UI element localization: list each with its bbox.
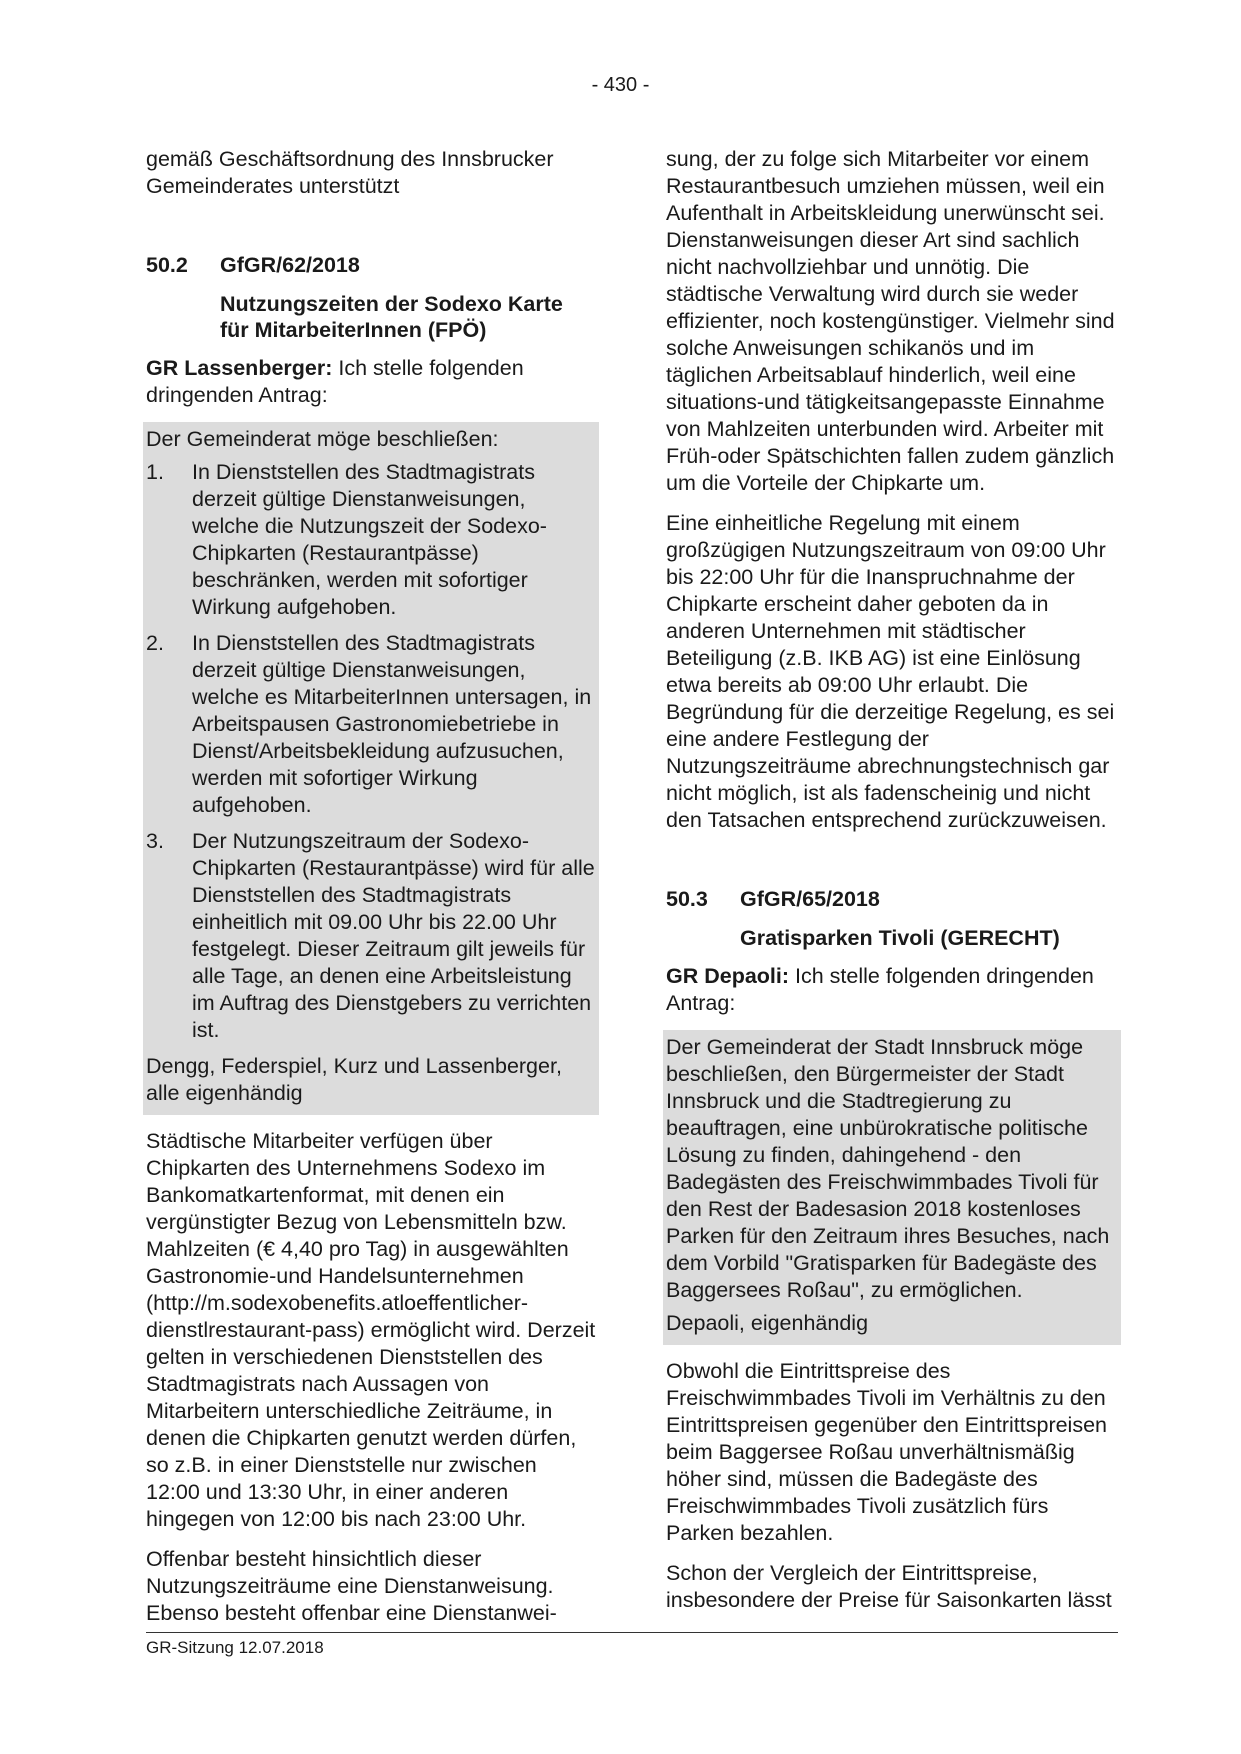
speaker-paragraph: [666, 963, 1118, 1017]
body-paragraph: Obwohl die Eintrittspreise des Freischwimmbades Tivoli im Verhältnis zu den Eintrittspreisen gegenüber den Eintrittspreisen beim Baggersee Roßau unverhältnismäßig höher sind, müssen die Badegäste des Freischwimmbades Tivoli zusätzlich fürs Parken bezahlen.: [666, 1359, 1108, 1545]
motion-intro: Der Gemeinderat möge beschließen:: [146, 427, 499, 451]
body-paragraph: Offenbar besteht hinsichtlich dieser Nutzungszeiträume eine Dienstanweisung. Ebenso besteht offenbar eine Dienstanwei-: [146, 1547, 557, 1625]
body-paragraph: Städtische Mitarbeiter verfügen über Chipkarten des Unternehmens Sodexo im Bankomatkartenformat, mit denen ein vergünstigter Bezug von Lebensmitteln bzw. Mahlzeiten (€ 4,40 pro Tag) in ausgewählten Gastronomie-und Handelsunternehmen (http://m.sodexobenefits.atloeffentlicher-dienstlrestaurant-pass) ermöglicht wird. Derzeit gelten in verschiedenen Dienststellen des Stadtmagistrats nach Aussagen von Mitarbeitern unterschiedliche Zeiträume, in denen die Chipkarten genutzt werden dürfen, so z.B. in einer Dienststelle nur zwischen 12:00 und 13:30 Uhr, in einer anderen hingegen von 12:00 bis nach 23:00 Uhr.: [146, 1129, 596, 1531]
agenda-item-heading: [146, 252, 596, 279]
list-item: [146, 630, 596, 819]
motion-box: [663, 1030, 1121, 1345]
speaker-name: GR Depaoli:: [666, 964, 790, 988]
speaker-name: GR Lassenberger:: [146, 356, 333, 380]
list-text: In Dienststellen des Stadtmagistrats derzeit gültige Dienstanweisungen, welche die Nutzungszeit der Sodexo-Chipkarten (Restaurantpässe) beschränken, werden mit sofortiger Wirkung aufgehoben.: [192, 460, 547, 619]
list-number: 2.: [146, 631, 164, 655]
footer-divider: [146, 1632, 1118, 1633]
list-text: Der Nutzungszeitraum der Sodexo-Chipkarten (Restaurantpässe) wird für alle Dienststellen des Stadtmagistrats einheitlich mit 09.00 Uhr bis 22.00 Uhr festgelegt. Dieser Zeitraum gilt jeweils für alle Tage, an denen eine Arbeitsleistung im Auftrag des Dienstgebers zu verrichten ist.: [192, 829, 595, 1042]
signatories: Dengg, Federspiel, Kurz und Lassenberger, alle eigenhändig: [146, 1054, 562, 1105]
list-item: [146, 828, 596, 1044]
item-title: Nutzungszeiten der Sodexo Karte für MitarbeiterInnen (FPÖ): [220, 292, 563, 342]
footer-text: GR-Sitzung 12.07.2018: [146, 1638, 324, 1657]
list-number: 3.: [146, 829, 164, 853]
speaker-paragraph: [146, 355, 596, 409]
right-column: [666, 146, 1118, 1627]
page-number: - 430 -: [591, 74, 650, 96]
list-item: [146, 459, 596, 621]
speaker-text: Ich stelle folgenden dringenden Antrag:: [666, 964, 1094, 1015]
speaker-text: Ich stelle folgenden dringenden Antrag:: [146, 356, 524, 407]
item-number: 50.3: [666, 887, 708, 911]
item-title: Gratisparken Tivoli (GERECHT): [740, 926, 1060, 950]
body-paragraph: Eine einheitliche Regelung mit einem großzügigen Nutzungszeitraum von 09:00 Uhr bis 22:00 Uhr für die Inanspruchnahme der Chipkarte erscheint daher geboten da in anderen Unternehmen mit städtischer Beteiligung (z.B. IKB AG) ist eine Einlösung etwa bereits ab 09:00 Uhr erlaubt. Die Begründung für die derzeitige Regelung, es sei eine andere Festlegung der Nutzungszeiträume abrechnungstechnisch gar nicht möglich, ist als fadenscheinig und nicht den Tatsachen entsprechend zurückzuweisen.: [666, 511, 1115, 832]
item-code: GfGR/65/2018: [740, 887, 880, 911]
item-code: GfGR/62/2018: [220, 253, 360, 277]
list-number: 1.: [146, 460, 164, 484]
signatories: Depaoli, eigenhändig: [666, 1311, 869, 1335]
agenda-item-heading: [666, 886, 1118, 913]
body-paragraph: Schon der Vergleich der Eintrittspreise, insbesondere der Preise für Saisonkarten lässt: [666, 1561, 1112, 1612]
motion-list: [146, 459, 596, 1044]
left-column: [146, 146, 596, 1640]
intro-paragraph: gemäß Geschäftsordnung des Innsbrucker Gemeinderates unterstützt: [146, 147, 554, 198]
motion-box: [143, 422, 599, 1115]
list-text: In Dienststellen des Stadtmagistrats derzeit gültige Dienstanweisungen, welche es MitarbeiterInnen untersagen, in Arbeitspausen Gastronomiebetriebe in Dienst/Arbeitsbekleidung aufzusuchen, werden mit sofortiger Wirkung aufgehoben.: [192, 631, 592, 817]
body-paragraph: sung, der zu folge sich Mitarbeiter vor einem Restaurantbesuch umziehen müssen, weil ein Aufenthalt in Arbeitskleidung unerwünscht sei. Dienstanweisungen dieser Art sind sachlich nicht nachvollziehbar und unnötig. Die städtische Verwaltung wird durch sie weder effizienter, noch kostengünstiger. Vielmehr sind solche Anweisungen schikanös und im täglichen Arbeitsablauf hinderlich, weil eine situations-und tätigkeitsangepasste Einnahme von Mahlzeiten unterbunden wird. Arbeiter mit Früh-oder Spätschichten fallen zudem gänzlich um die Vorteile der Chipkarte um.: [666, 147, 1115, 495]
motion-text: Der Gemeinderat der Stadt Innsbruck möge beschließen, den Bürgermeister der Stadt Innsbruck und die Stadtregierung zu beauftragen, eine unbürokratische politische Lösung zu finden, dahingehend - den Badegästen des Freischwimmbades Tivoli für den Rest der Badesasion 2018 kostenloses Parken für den Zeitraum ihres Besuches, nach dem Vorbild "Gratisparken für Badegäste des Baggersees Roßau", zu ermöglichen.: [666, 1035, 1110, 1302]
item-number: 50.2: [146, 253, 188, 277]
